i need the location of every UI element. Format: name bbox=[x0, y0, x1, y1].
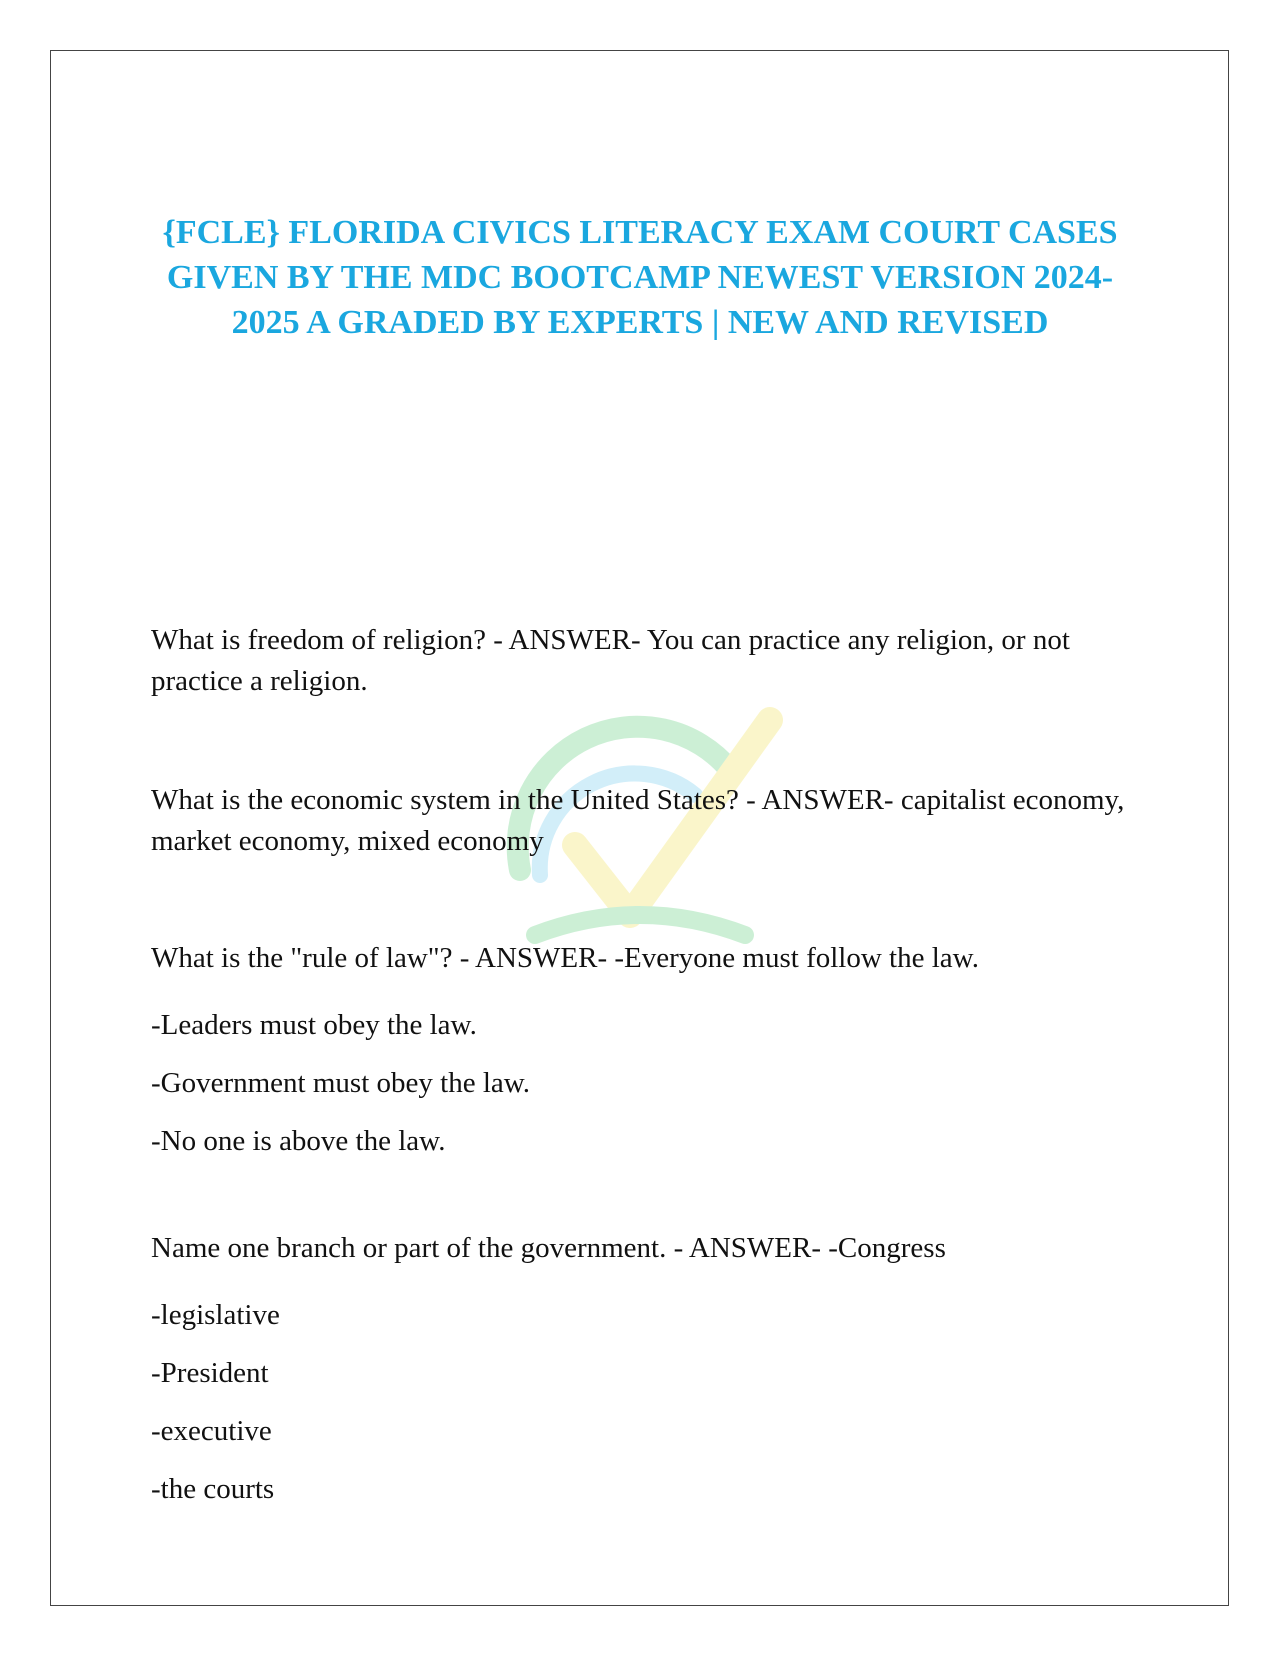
qa-answer-line: -legislative bbox=[151, 1299, 280, 1331]
qa-answer-line: -No one is above the law. bbox=[151, 1125, 446, 1157]
qa-answer-line: -President bbox=[151, 1357, 269, 1389]
qa-question: What is freedom of religion? - ANSWER- You can practice any religion, or not practice a religion. bbox=[151, 624, 1070, 697]
qa-answer-line: -the courts bbox=[151, 1473, 275, 1505]
qa-answer-line: -Leaders must obey the law. bbox=[151, 1009, 477, 1041]
qa-item bbox=[151, 1228, 946, 1518]
qa-question: Name one branch or part of the government. - ANSWER- -Congress bbox=[151, 1232, 946, 1264]
qa-question: What is the economic system in the United States? - ANSWER- capitalist economy, market economy, mixed economy bbox=[151, 784, 1125, 857]
qa-answer-line: -executive bbox=[151, 1415, 272, 1447]
qa-answer-line: -Government must obey the law. bbox=[151, 1067, 531, 1099]
qa-item bbox=[151, 620, 1161, 702]
document-title: {FCLE} FLORIDA CIVICS LITERACY EXAM COURT CASES GIVEN BY THE MDC BOOTCAMP NEWEST VERSION 2024-2025 A GRADED BY EXPERTS | NEW AND REVISED bbox=[162, 214, 1118, 341]
qa-item bbox=[151, 938, 979, 1170]
qa-item bbox=[151, 780, 1161, 862]
qa-question: What is the "rule of law"? - ANSWER- -Everyone must follow the law. bbox=[151, 942, 979, 974]
